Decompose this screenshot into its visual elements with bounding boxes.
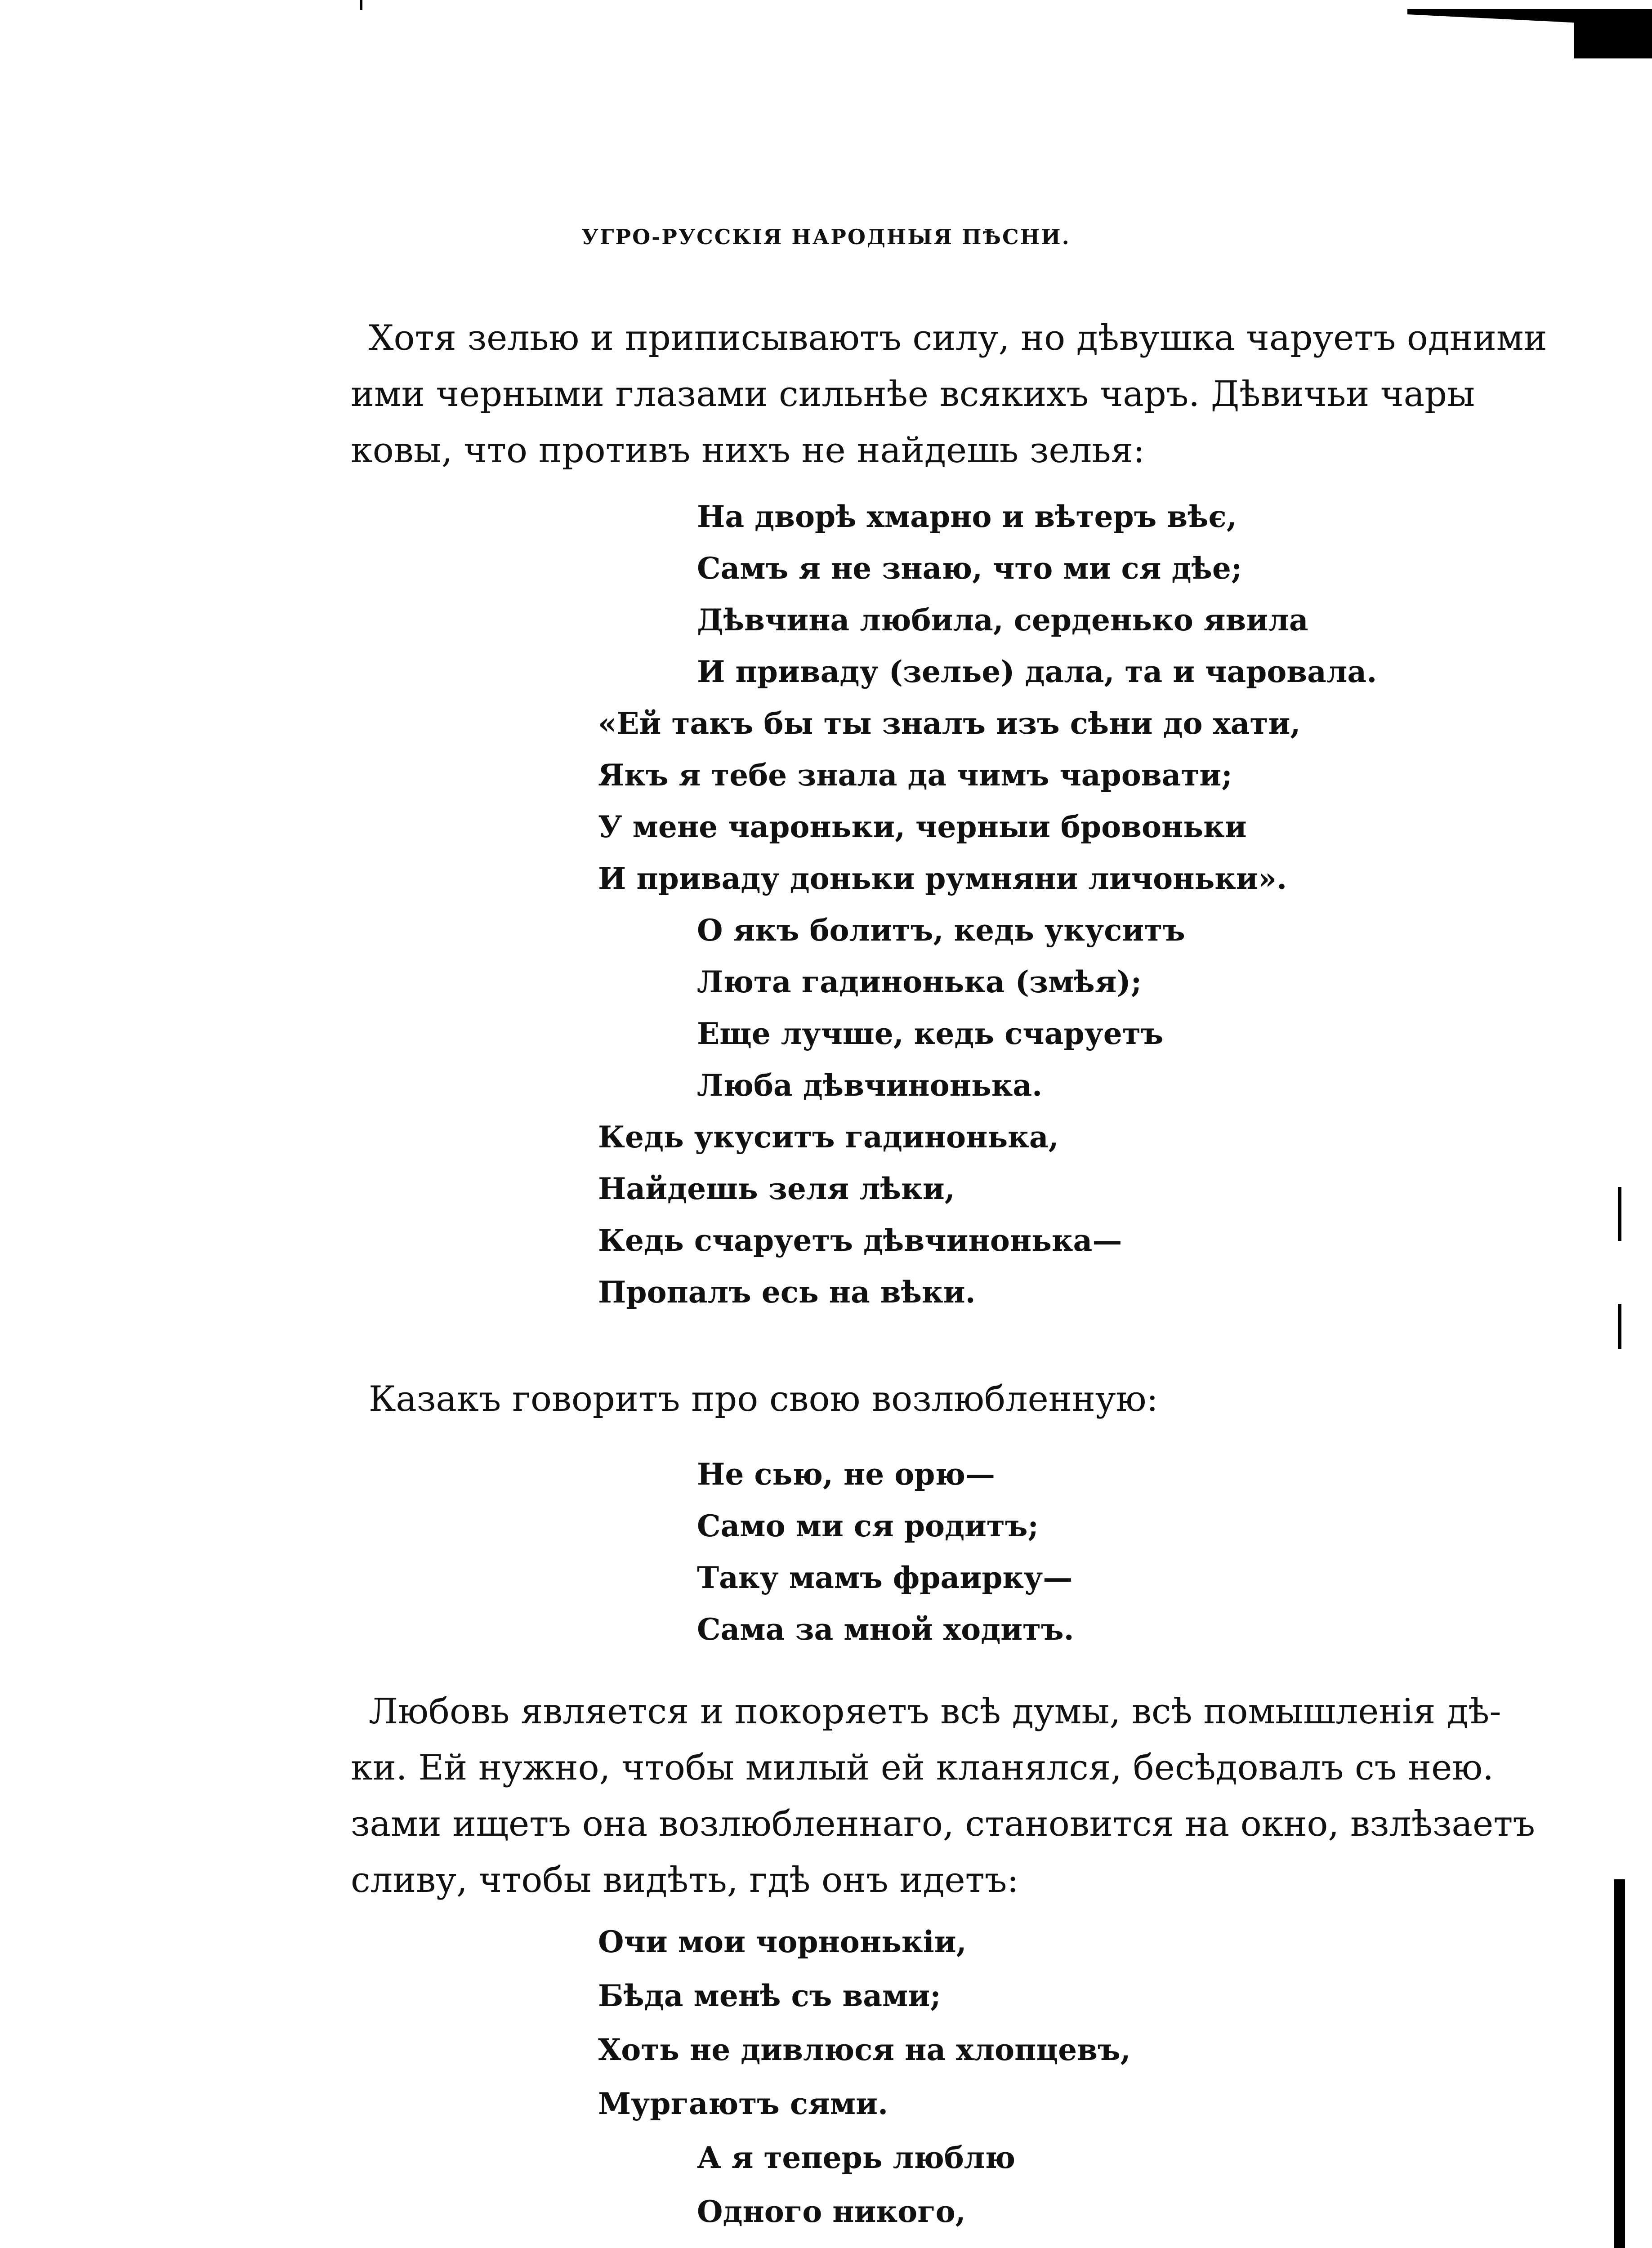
prose-line: Казакъ говоритъ про свою возлюбленную: [369, 1379, 1158, 1419]
scan-edge-mark-top-right [1574, 9, 1652, 58]
verse-line: Кедь счаруетъ дѣвчинонька— [598, 1223, 1122, 1258]
verse-line: Люта гадинонька (змѣя); [697, 964, 1142, 999]
verse-line: У мене чароньки, черныи бровоньки [598, 809, 1247, 844]
verse-line: И приваду доньки румняни личоньки». [598, 861, 1287, 896]
prose-line: зами ищетъ она возлюбленнаго, становится на окно, взлѣзаетъ [351, 1804, 1535, 1844]
verse-line: Люба дѣвчинонька. [697, 1068, 1043, 1103]
paragraph-3 [351, 1684, 1535, 1909]
verse-line: Одного никого, [697, 2194, 966, 2229]
prose-line: ки. Ей нужно, чтобы милый ей кланялся, бесѣдовалъ съ нею. [351, 1748, 1494, 1788]
verse-line: Очи мои чорнонькіи, [598, 1924, 967, 1959]
verse-line: Якъ я тебе знала да чимъ чаровати; [598, 758, 1232, 793]
prose-line: сливу, чтобы видѣть, гдѣ онъ идетъ: [351, 1860, 1019, 1900]
prose-line: ковы, что противъ нихъ не найдешь зелья: [351, 430, 1145, 471]
verse-line: А я теперь люблю [697, 2140, 1016, 2175]
paragraph-2 [351, 1371, 1484, 1427]
verse-line: Хоть не дивлюся на хлопцевъ, [598, 2032, 1131, 2067]
verse-line: Само ми ся родитъ; [697, 1508, 1039, 1543]
paragraph-1 [351, 310, 1547, 479]
verse-line: Кедь укуситъ гадинонька, [598, 1120, 1059, 1155]
verse-line: О якъ болитъ, кедь укуситъ [697, 913, 1185, 948]
verse-line: Дѣвчина любила, серденько явила [697, 602, 1308, 638]
scan-edge-mark-right-small [1618, 1187, 1621, 1241]
verse-line: Найдешь зеля лѣки, [598, 1171, 955, 1206]
prose-line: ими черными глазами сильнѣе всякихъ чаръ. Дѣвичьи чары [351, 374, 1475, 415]
verse-line: Сама за мной ходитъ. [697, 1612, 1074, 1647]
verse-line: И приваду (зелье) дала, та и чаровала. [697, 654, 1377, 689]
verse-line: Еще лучше, кедь счаруетъ [697, 1016, 1164, 1051]
verse-line: Не сью, не орю— [697, 1457, 996, 1492]
page-header-title: УГРО-РУССКІЯ НАРОДНЫЯ ПѢСНИ. [581, 225, 1071, 249]
verse-line: Мургаютъ сями. [598, 2086, 889, 2121]
verse-line: «Ей такъ бы ты зналъ изъ сѣни до хати, [598, 706, 1301, 741]
prose-line: Любовь является и покоряетъ всѣ думы, всѣ помышленія дѣ- [369, 1691, 1501, 1732]
scan-edge-mark-right [1614, 1879, 1625, 2248]
verse-line: Бѣда менѣ съ вами; [598, 1978, 941, 2013]
scan-edge-mark-right-small-2 [1618, 1304, 1621, 1349]
prose-line: Хотя зелью и приписываютъ силу, но дѣвушка чаруетъ одними [369, 318, 1547, 358]
scan-edge-mark-top-left [360, 0, 362, 10]
verse-line: Самъ я не знаю, что ми ся дѣе; [697, 551, 1242, 586]
verse-line: Пропалъ есь на вѣки. [598, 1275, 976, 1310]
verse-line: На дворѣ хмарно и вѣтеръ вѣє, [697, 499, 1237, 534]
verse-line: Таку мамъ фраирку— [697, 1560, 1073, 1595]
